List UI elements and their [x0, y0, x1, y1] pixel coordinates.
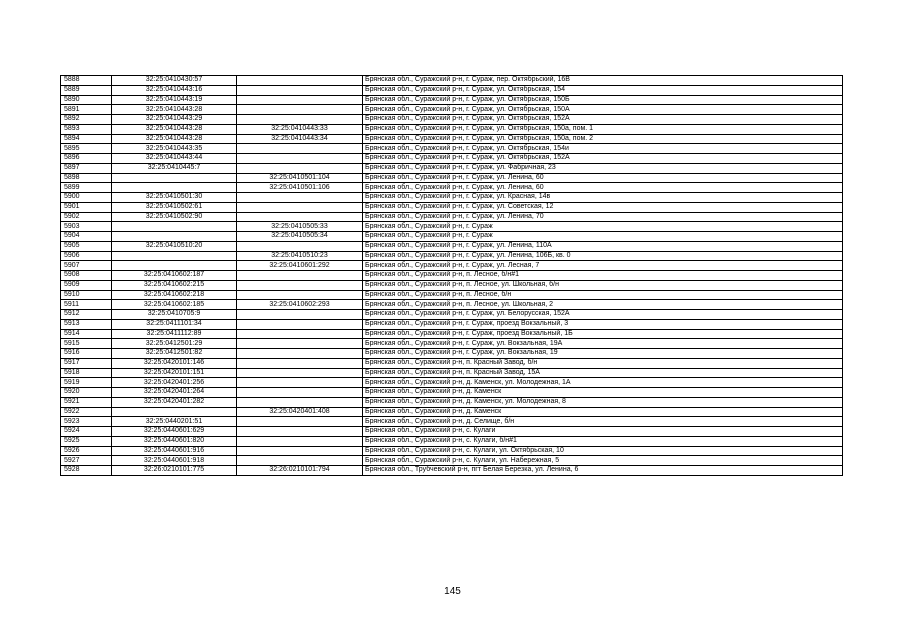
address-cell: Брянская обл., Суражский р-н, д. Каменск — [363, 407, 843, 417]
related-cadastral-number-cell — [237, 388, 363, 398]
related-cadastral-number-cell — [237, 378, 363, 388]
cadastral-number-cell: 32:25:0440601:629 — [112, 427, 237, 437]
table-row — [61, 329, 843, 339]
cadastral-number-cell: 32:25:0420401:282 — [112, 397, 237, 407]
address-cell: Брянская обл., Суражский р-н, г. Сураж, ул. Октябрьская, 150а, пом. 2 — [363, 134, 843, 144]
table-row — [61, 241, 843, 251]
row-number-cell: 5925 — [61, 436, 112, 446]
table-row — [61, 280, 843, 290]
row-number-cell: 5894 — [61, 134, 112, 144]
table-row — [61, 446, 843, 456]
table-row — [61, 261, 843, 271]
cadastral-number-cell — [112, 251, 237, 261]
related-cadastral-number-cell — [237, 271, 363, 281]
table-row — [61, 173, 843, 183]
related-cadastral-number-cell — [237, 368, 363, 378]
address-cell: Брянская обл., Суражский р-н, п. Лесное, б/н#1 — [363, 271, 843, 281]
cadastral-number-cell: 32:25:0412501:82 — [112, 349, 237, 359]
address-cell: Брянская обл., Суражский р-н, г. Сураж, ул. Ленина, 60 — [363, 173, 843, 183]
related-cadastral-number-cell — [237, 85, 363, 95]
cadastral-number-cell: 32:25:0411101:34 — [112, 319, 237, 329]
related-cadastral-number-cell: 32:25:0410505:34 — [237, 232, 363, 242]
address-cell: Брянская обл., Суражский р-н, г. Сураж, ул. Октябрьская, 150А — [363, 105, 843, 115]
address-cell: Брянская обл., Суражский р-н, г. Сураж, ул. Ленина, 70 — [363, 212, 843, 222]
address-cell: Брянская обл., Суражский р-н, с. Кулаги, ул. Набережная, 5 — [363, 456, 843, 466]
row-number-cell: 5928 — [61, 466, 112, 476]
table-row — [61, 271, 843, 281]
row-number-cell: 5927 — [61, 456, 112, 466]
table-row — [61, 388, 843, 398]
related-cadastral-number-cell: 32:25:0410602:293 — [237, 300, 363, 310]
related-cadastral-number-cell: 32:25:0410505:33 — [237, 222, 363, 232]
row-number-cell: 5891 — [61, 105, 112, 115]
address-cell: Брянская обл., Суражский р-н, г. Сураж, ул. Лесная, 7 — [363, 261, 843, 271]
address-cell: Брянская обл., Суражский р-н, д. Каменск — [363, 388, 843, 398]
table-row — [61, 193, 843, 203]
cadastral-number-cell: 32:25:0410502:61 — [112, 202, 237, 212]
address-cell: Брянская обл., Суражский р-н, г. Сураж, ул. Ленина, 60 — [363, 183, 843, 193]
related-cadastral-number-cell — [237, 105, 363, 115]
table-row — [61, 212, 843, 222]
table-row — [61, 397, 843, 407]
row-number-cell: 5901 — [61, 202, 112, 212]
address-cell: Брянская обл., Суражский р-н, г. Сураж, ул. Октябрьская, 150а, пом. 1 — [363, 124, 843, 134]
related-cadastral-number-cell — [237, 319, 363, 329]
address-cell: Брянская обл., Суражский р-н, г. Сураж, ул. Октябрьская, 152А — [363, 115, 843, 125]
cadastral-number-cell: 32:25:0440601:918 — [112, 456, 237, 466]
address-cell: Брянская обл., Суражский р-н, с. Кулаги, ул. Октябрьская, 10 — [363, 446, 843, 456]
related-cadastral-number-cell: 32:25:0410443:33 — [237, 124, 363, 134]
row-number-cell: 5903 — [61, 222, 112, 232]
address-cell: Брянская обл., Суражский р-н, г. Сураж, ул. Октябрьская, 150Б — [363, 95, 843, 105]
table-row — [61, 251, 843, 261]
cadastral-number-cell: 32:25:0420401:256 — [112, 378, 237, 388]
address-cell: Брянская обл., Суражский р-н, г. Сураж, ул. Красная, 14в — [363, 193, 843, 203]
table-row — [61, 95, 843, 105]
row-number-cell: 5915 — [61, 339, 112, 349]
related-cadastral-number-cell — [237, 290, 363, 300]
table-row — [61, 115, 843, 125]
related-cadastral-number-cell — [237, 144, 363, 154]
related-cadastral-number-cell — [237, 339, 363, 349]
cadastral-number-cell: 32:25:0410443:44 — [112, 154, 237, 164]
row-number-cell: 5920 — [61, 388, 112, 398]
address-cell: Брянская обл., Суражский р-н, д. Каменск, ул. Молодежная, 8 — [363, 397, 843, 407]
row-number-cell: 5918 — [61, 368, 112, 378]
address-cell: Брянская обл., Суражский р-н, г. Сураж, ул. Советская, 12 — [363, 202, 843, 212]
cadastral-number-cell: 32:25:0420101:151 — [112, 368, 237, 378]
row-number-cell: 5919 — [61, 378, 112, 388]
row-number-cell: 5910 — [61, 290, 112, 300]
row-number-cell: 5913 — [61, 319, 112, 329]
row-number-cell: 5896 — [61, 154, 112, 164]
table-row — [61, 163, 843, 173]
cadastral-number-cell — [112, 261, 237, 271]
address-cell: Брянская обл., Суражский р-н, с. Кулаги, б/н#1 — [363, 436, 843, 446]
related-cadastral-number-cell — [237, 280, 363, 290]
related-cadastral-number-cell — [237, 241, 363, 251]
table-row — [61, 368, 843, 378]
row-number-cell: 5924 — [61, 427, 112, 437]
address-cell: Брянская обл., Суражский р-н, г. Сураж, ул. Октябрьская, 152А — [363, 154, 843, 164]
address-cell: Брянская обл., Суражский р-н, п. Красный Завод, б/н — [363, 358, 843, 368]
row-number-cell: 5916 — [61, 349, 112, 359]
address-cell: Брянская обл., Суражский р-н, д. Селище, б/н — [363, 417, 843, 427]
cadastral-number-cell: 32:25:0410501:30 — [112, 193, 237, 203]
page-number: 145 — [444, 586, 461, 597]
address-cell: Брянская обл., Суражский р-н, д. Каменск, ул. Молодежная, 1А — [363, 378, 843, 388]
address-cell: Брянская обл., Суражский р-н, г. Сураж, проезд Вокзальный, 3 — [363, 319, 843, 329]
cadastral-number-cell: 32:25:0410430:57 — [112, 76, 237, 86]
row-number-cell: 5911 — [61, 300, 112, 310]
table-row — [61, 134, 843, 144]
row-number-cell: 5899 — [61, 183, 112, 193]
related-cadastral-number-cell — [237, 115, 363, 125]
table-row — [61, 300, 843, 310]
related-cadastral-number-cell — [237, 329, 363, 339]
related-cadastral-number-cell — [237, 163, 363, 173]
address-cell: Брянская обл., Трубчевский р-н, пгт Белая Березка, ул. Ленина, 6 — [363, 466, 843, 476]
property-table — [60, 75, 843, 476]
cadastral-number-cell — [112, 407, 237, 417]
address-cell: Брянская обл., Суражский р-н, п. Лесное, ул. Школьная, 2 — [363, 300, 843, 310]
related-cadastral-number-cell: 32:25:0410510:23 — [237, 251, 363, 261]
address-cell: Брянская обл., Суражский р-н, г. Сураж, ул. Вокзальная, 19 — [363, 349, 843, 359]
cadastral-number-cell: 32:25:0412501:29 — [112, 339, 237, 349]
related-cadastral-number-cell — [237, 193, 363, 203]
table-row — [61, 154, 843, 164]
row-number-cell: 5898 — [61, 173, 112, 183]
related-cadastral-number-cell — [237, 417, 363, 427]
table-row — [61, 85, 843, 95]
cadastral-number-cell: 32:25:0410443:28 — [112, 105, 237, 115]
table-row — [61, 319, 843, 329]
cadastral-number-cell: 32:25:0410443:28 — [112, 134, 237, 144]
row-number-cell: 5893 — [61, 124, 112, 134]
table-row — [61, 349, 843, 359]
cadastral-number-cell: 32:25:0410445:7 — [112, 163, 237, 173]
table-row — [61, 358, 843, 368]
table-row — [61, 456, 843, 466]
cadastral-number-cell: 32:25:0410510:20 — [112, 241, 237, 251]
table-row — [61, 222, 843, 232]
row-number-cell: 5902 — [61, 212, 112, 222]
related-cadastral-number-cell — [237, 95, 363, 105]
cadastral-number-cell — [112, 183, 237, 193]
row-number-cell: 5909 — [61, 280, 112, 290]
address-cell: Брянская обл., Суражский р-н, п. Лесное, б/н — [363, 290, 843, 300]
cadastral-number-cell: 32:25:0420101:146 — [112, 358, 237, 368]
cadastral-number-cell: 32:25:0411112:89 — [112, 329, 237, 339]
cadastral-number-cell — [112, 232, 237, 242]
row-number-cell: 5890 — [61, 95, 112, 105]
address-cell: Брянская обл., Суражский р-н, г. Сураж, ул. Октябрьская, 154 — [363, 85, 843, 95]
cadastral-number-cell: 32:25:0410443:19 — [112, 95, 237, 105]
related-cadastral-number-cell: 32:25:0410601:292 — [237, 261, 363, 271]
table-row — [61, 466, 843, 476]
cadastral-number-cell: 32:25:0410443:29 — [112, 115, 237, 125]
cadastral-number-cell: 32:25:0410602:215 — [112, 280, 237, 290]
address-cell: Брянская обл., Суражский р-н, п. Лесное, ул. Школьная, б/н — [363, 280, 843, 290]
address-cell: Брянская обл., Суражский р-н, г. Сураж, ул. Ленина, 110А — [363, 241, 843, 251]
row-number-cell: 5888 — [61, 76, 112, 86]
table-row — [61, 124, 843, 134]
table-row — [61, 290, 843, 300]
related-cadastral-number-cell — [237, 456, 363, 466]
table-row — [61, 417, 843, 427]
row-number-cell: 5904 — [61, 232, 112, 242]
cadastral-number-cell: 32:25:0410443:16 — [112, 85, 237, 95]
cadastral-number-cell: 32:25:0410602:185 — [112, 300, 237, 310]
related-cadastral-number-cell — [237, 202, 363, 212]
address-cell: Брянская обл., Суражский р-н, г. Сураж, ул. Белорусская, 152А — [363, 310, 843, 320]
address-cell: Брянская обл., Суражский р-н, г. Сураж — [363, 222, 843, 232]
related-cadastral-number-cell — [237, 427, 363, 437]
related-cadastral-number-cell: 32:25:0410501:104 — [237, 173, 363, 183]
row-number-cell: 5914 — [61, 329, 112, 339]
cadastral-number-cell: 32:26:0210101:775 — [112, 466, 237, 476]
cadastral-number-cell: 32:25:0410602:187 — [112, 271, 237, 281]
table-row — [61, 232, 843, 242]
address-cell: Брянская обл., Суражский р-н, г. Сураж, пер. Октябрьский, 16В — [363, 76, 843, 86]
row-number-cell: 5892 — [61, 115, 112, 125]
table-row — [61, 427, 843, 437]
cadastral-number-cell: 32:25:0420401:264 — [112, 388, 237, 398]
table-row — [61, 144, 843, 154]
related-cadastral-number-cell — [237, 349, 363, 359]
table-row — [61, 378, 843, 388]
address-cell: Брянская обл., Суражский р-н, г. Сураж — [363, 232, 843, 242]
related-cadastral-number-cell: 32:25:0410443:34 — [237, 134, 363, 144]
row-number-cell: 5897 — [61, 163, 112, 173]
related-cadastral-number-cell — [237, 154, 363, 164]
related-cadastral-number-cell — [237, 212, 363, 222]
related-cadastral-number-cell — [237, 76, 363, 86]
table-body — [61, 76, 843, 476]
row-number-cell: 5895 — [61, 144, 112, 154]
row-number-cell: 5889 — [61, 85, 112, 95]
address-cell: Брянская обл., Суражский р-н, п. Красный Завод, 15А — [363, 368, 843, 378]
cadastral-number-cell — [112, 222, 237, 232]
table-row — [61, 310, 843, 320]
table-row — [61, 76, 843, 86]
cadastral-number-cell: 32:25:0440601:916 — [112, 446, 237, 456]
cadastral-number-cell: 32:25:0410602:218 — [112, 290, 237, 300]
cadastral-number-cell: 32:25:0410502:90 — [112, 212, 237, 222]
table-row — [61, 202, 843, 212]
row-number-cell: 5917 — [61, 358, 112, 368]
row-number-cell: 5900 — [61, 193, 112, 203]
row-number-cell: 5912 — [61, 310, 112, 320]
cadastral-number-cell: 32:25:0440201:51 — [112, 417, 237, 427]
related-cadastral-number-cell — [237, 436, 363, 446]
related-cadastral-number-cell — [237, 358, 363, 368]
row-number-cell: 5923 — [61, 417, 112, 427]
related-cadastral-number-cell: 32:26:0210101:794 — [237, 466, 363, 476]
address-cell: Брянская обл., Суражский р-н, г. Сураж, ул. Фабричная, 23 — [363, 163, 843, 173]
table-row — [61, 407, 843, 417]
related-cadastral-number-cell — [237, 310, 363, 320]
cadastral-number-cell: 32:25:0410705:9 — [112, 310, 237, 320]
table-row — [61, 436, 843, 446]
related-cadastral-number-cell: 32:25:0420401:408 — [237, 407, 363, 417]
cadastral-number-cell — [112, 173, 237, 183]
row-number-cell: 5905 — [61, 241, 112, 251]
address-cell: Брянская обл., Суражский р-н, г. Сураж, ул. Вокзальная, 19А — [363, 339, 843, 349]
related-cadastral-number-cell — [237, 397, 363, 407]
cadastral-number-cell: 32:25:0440601:820 — [112, 436, 237, 446]
address-cell: Брянская обл., Суражский р-н, г. Сураж, проезд Вокзальный, 1Б — [363, 329, 843, 339]
row-number-cell: 5906 — [61, 251, 112, 261]
row-number-cell: 5908 — [61, 271, 112, 281]
row-number-cell: 5926 — [61, 446, 112, 456]
address-cell: Брянская обл., Суражский р-н, г. Сураж, ул. Октябрьская, 154и — [363, 144, 843, 154]
row-number-cell: 5922 — [61, 407, 112, 417]
related-cadastral-number-cell — [237, 446, 363, 456]
related-cadastral-number-cell: 32:25:0410501:106 — [237, 183, 363, 193]
row-number-cell: 5921 — [61, 397, 112, 407]
table-row — [61, 183, 843, 193]
address-cell: Брянская обл., Суражский р-н, с. Кулаги — [363, 427, 843, 437]
row-number-cell: 5907 — [61, 261, 112, 271]
address-cell: Брянская обл., Суражский р-н, г. Сураж, ул. Ленина, 106Б, кв. 0 — [363, 251, 843, 261]
table-row — [61, 105, 843, 115]
cadastral-number-cell: 32:25:0410443:28 — [112, 124, 237, 134]
cadastral-number-cell: 32:25:0410443:35 — [112, 144, 237, 154]
table-row — [61, 339, 843, 349]
